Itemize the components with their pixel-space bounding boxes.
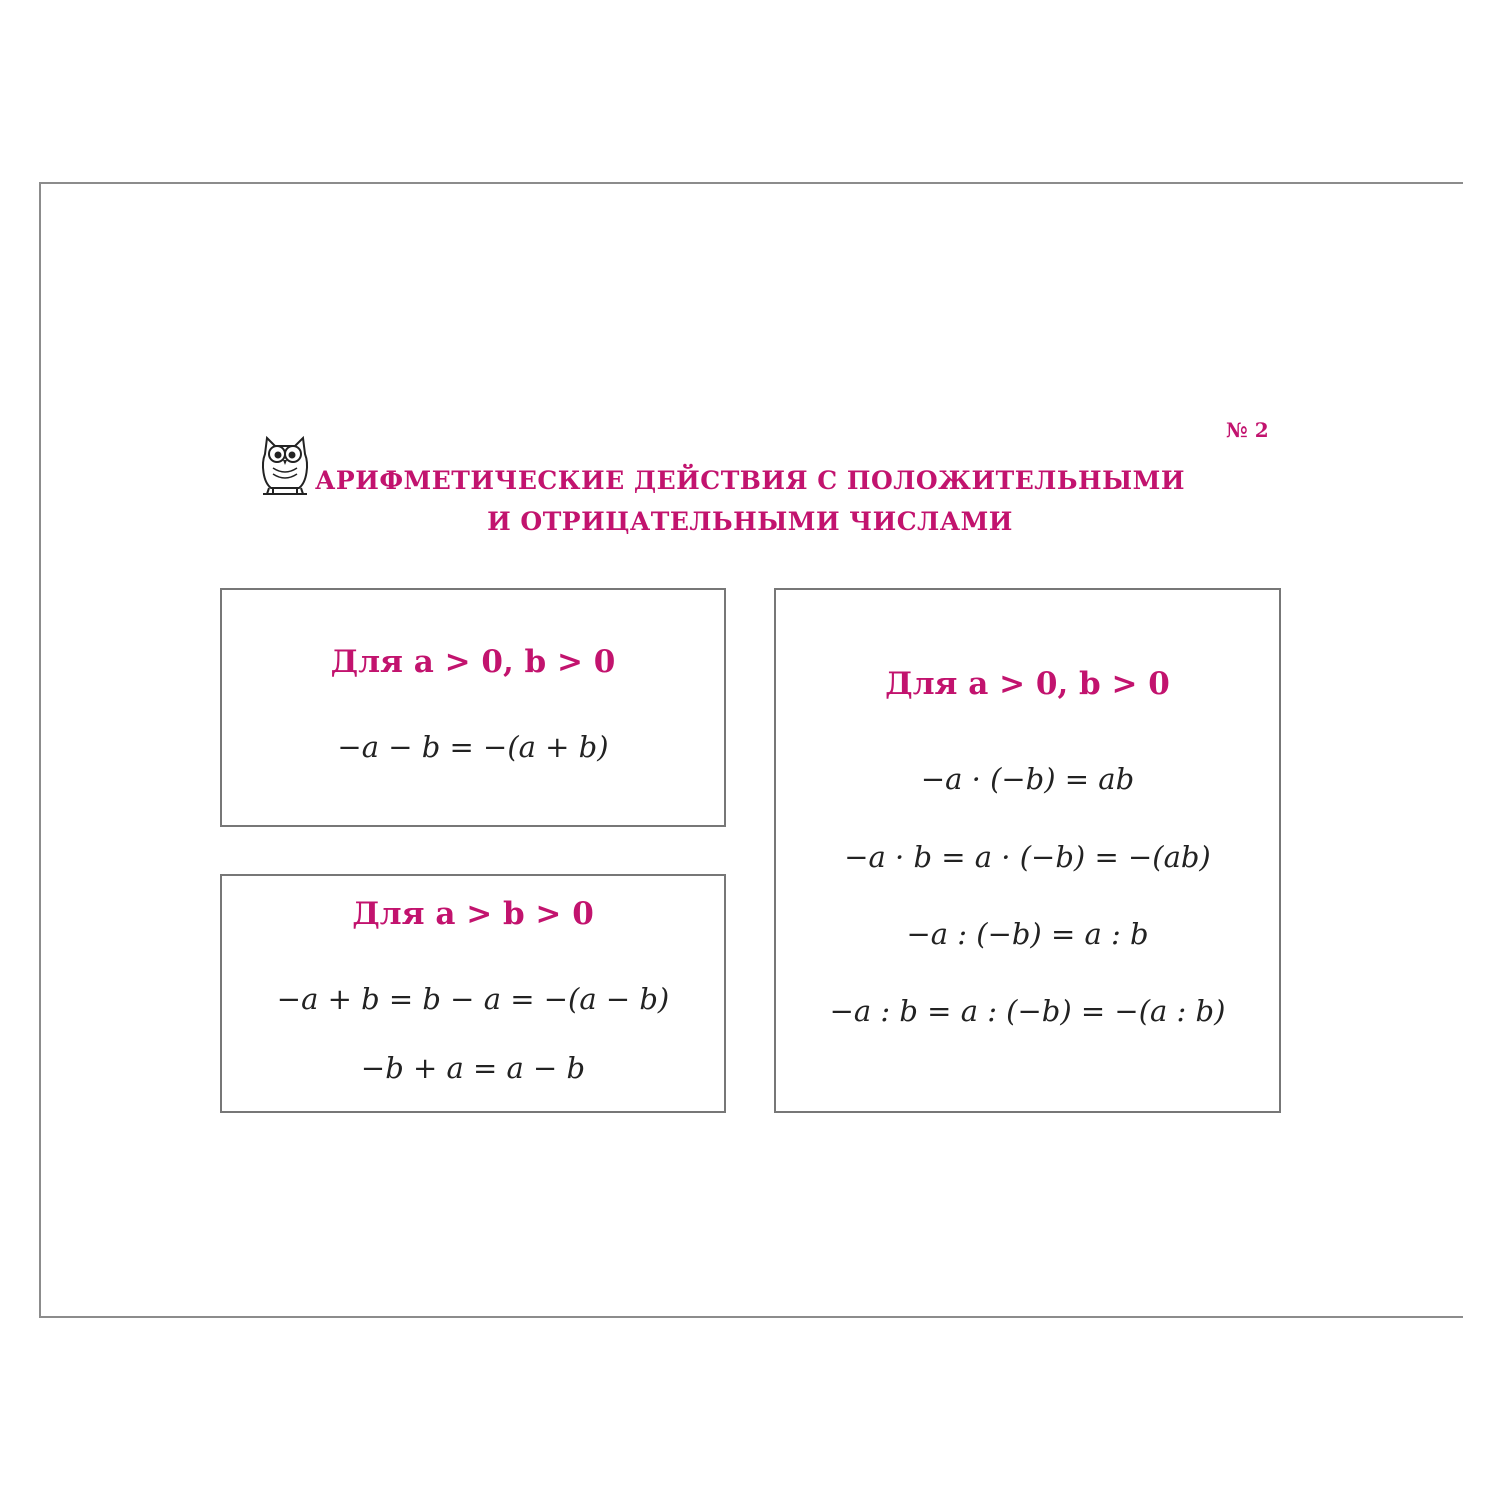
formula: −a · b = a · (−b) = −(ab) [844, 840, 1211, 874]
formula: −b + a = a − b [360, 1051, 586, 1085]
page-title-line-1: АРИФМЕТИЧЕСКИЕ ДЕЙСТВИЯ С ПОЛОЖИТЕЛЬНЫМИ [315, 466, 1185, 495]
formula: −a · (−b) = ab [920, 762, 1135, 796]
formula: −a : b = a : (−b) = −(a : b) [829, 994, 1226, 1028]
rule-box-subtraction [220, 588, 726, 827]
page-title-line-2: И ОТРИЦАТЕЛЬНЫМИ ЧИСЛАМИ [487, 507, 1013, 536]
sheet-number: № 2 [1226, 418, 1269, 442]
condition-heading: Для a > 0, b > 0 [885, 666, 1170, 702]
owl-icon [259, 432, 311, 496]
condition-heading: Для a > b > 0 [352, 896, 594, 932]
page-title [310, 460, 1190, 542]
formula: −a : (−b) = a : b [906, 917, 1149, 951]
rule-box-multiplication-division [774, 588, 1281, 1113]
condition-heading: Для a > 0, b > 0 [330, 644, 616, 680]
formula: −a + b = b − a = −(a − b) [276, 982, 670, 1016]
formula: −a − b = −(a + b) [337, 730, 609, 764]
rule-box-addition [220, 874, 726, 1113]
